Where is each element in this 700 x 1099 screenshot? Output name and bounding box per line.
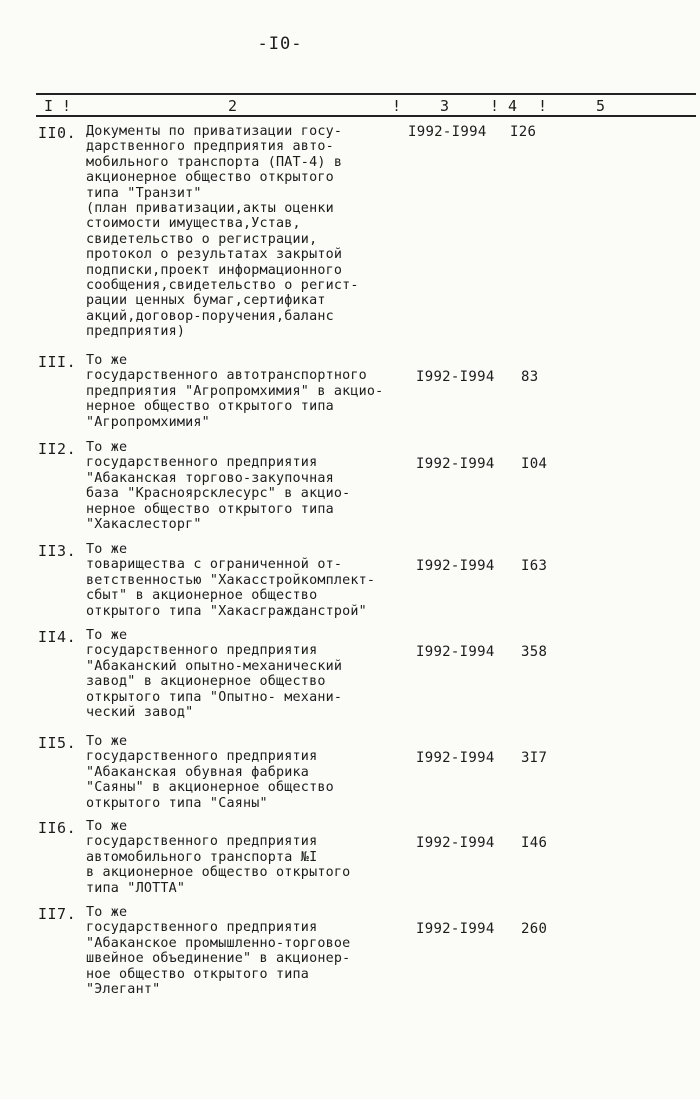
header-col-5: 5 — [596, 97, 606, 115]
entry-years: I992-I994 — [416, 750, 495, 766]
entry-quantity: 358 — [521, 644, 548, 660]
entry-description: То же государственного автотранспортного предприятия "Агропромхимия" в акцио- нерное общество открытого типа "Агропромхимия" — [86, 353, 384, 430]
entry-years: I992-I994 — [416, 369, 495, 385]
entry-quantity: 83 — [521, 369, 539, 385]
entry-number: II0. — [38, 124, 77, 142]
entry-years: I992-I994 — [416, 835, 495, 851]
header-separator-4: ! — [538, 97, 548, 115]
entry-quantity: I46 — [521, 835, 548, 851]
header-col-3: 3 — [440, 97, 450, 115]
entry-years: I992-I994 — [416, 456, 495, 472]
entry-years: I992-I994 — [416, 558, 495, 574]
header-bottom-rule — [36, 115, 696, 117]
entry-description: То же государственного предприятия "Абаканское промышленно-торговое швейное объединение" в акционер- ное общество открытого типа "Элегант" — [86, 905, 351, 998]
entry-quantity: I63 — [521, 558, 548, 574]
entry-description: То же государственного предприятия "Абаканская торгово-закупочная база "Красноярсклесурс" в акцио- нерное общество открытого типа "Хакаслесторг" — [86, 440, 351, 533]
header-col-1: I ! — [44, 97, 72, 115]
entry-years: I992-I994 — [416, 921, 495, 937]
entry-number: II4. — [38, 628, 77, 646]
header-col-4: 4 — [508, 97, 518, 115]
entry-description: То же товарищества с ограниченной от- ветственностью "Хакасстройкомплект- сбыт" в акционерное общество открытого типа "Хакасгражданстрой" — [86, 542, 376, 619]
entry-number: II6. — [38, 819, 77, 837]
entry-number: II7. — [38, 905, 77, 923]
header-col-2: 2 — [228, 97, 238, 115]
entry-quantity: I04 — [521, 456, 548, 472]
entry-quantity: 3I7 — [521, 750, 548, 766]
entry-description: То же государственного предприятия "Абаканский опытно-механический завод" в акционерное общество открытого типа "Опытно- механи- ческий завод" — [86, 628, 343, 721]
page-number: -I0- — [257, 34, 303, 54]
header-separator-2: ! — [392, 97, 402, 115]
entry-number: III. — [38, 353, 77, 371]
entry-quantity: I26 — [510, 124, 537, 140]
entry-years: I992-I994 — [408, 124, 487, 140]
table-header — [36, 93, 696, 117]
header-top-rule — [36, 93, 696, 95]
header-separator-3: ! — [490, 97, 500, 115]
entry-quantity: 260 — [521, 921, 548, 937]
entry-number: II3. — [38, 542, 77, 560]
entry-number: II5. — [38, 734, 77, 752]
entry-description: То же государственного предприятия автомобильного транспорта №I в акционерное общество открытого типа "ЛОТТА" — [86, 819, 351, 896]
entry-description: Документы по приватизации госу- дарственного предприятия авто- мобильного транспорта (ПАТ-4) в акционерное общество открытого типа "Транзит" (план приватизации,акты оценки стоимости имущества,Устав, свидетельство о регистрации, протокол о результатах закрытой подписки,проект информационного сообщения,свидетельство о регист- рации ценных бумаг,сертификат акций,договор-поручения,баланс предприятия) — [86, 124, 359, 340]
entry-description: То же государственного предприятия "Абаканская обувная фабрика "Саяны" в акционерное общество открытого типа "Саяны" — [86, 734, 334, 811]
entry-years: I992-I994 — [416, 644, 495, 660]
entry-number: II2. — [38, 440, 77, 458]
